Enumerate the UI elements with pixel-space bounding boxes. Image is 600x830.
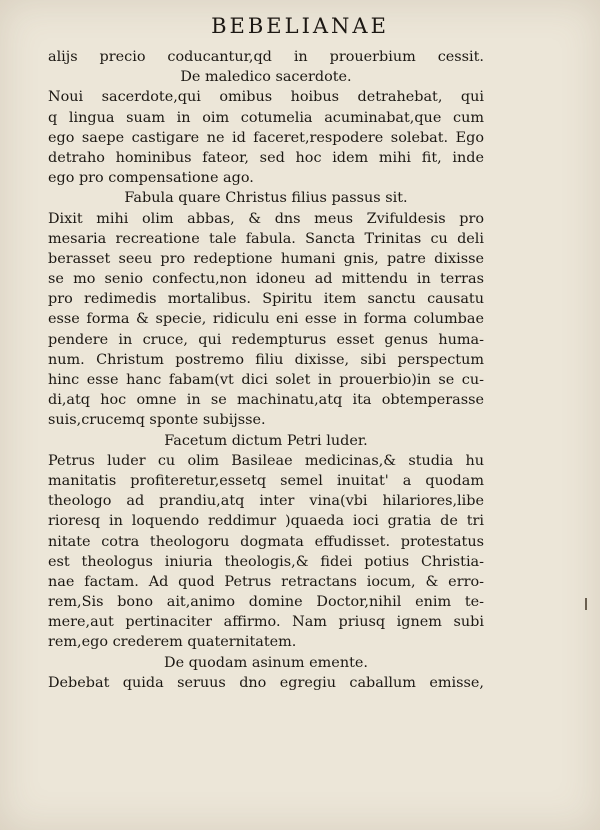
text-line: esse forma & specie, ridiculu eni esse in forma columbae (48, 311, 484, 328)
text-line: manitatis profiteretur,essetq semel inuitat' a quodam (48, 472, 484, 489)
text-line: pendere in cruce, qui redempturus esset genus huma- (48, 331, 484, 348)
text-line: num. Christum postremo filiu dixisse, sibi perspectum (48, 351, 484, 368)
text-line: Debebat quida seruus dno egregiu caballum emisse, (48, 674, 484, 691)
text-line: rem,Sis bono ait,animo domine Doctor,nihil enim te- (48, 594, 484, 611)
text-line: Dixit mihi olim abbas, & dns meus Zvifuldesis pro (48, 210, 484, 227)
section-heading: De quodam asinum emente. (164, 654, 368, 671)
section-heading: Facetum dictum Petri luder. (164, 432, 368, 449)
text-line: Noui sacerdote,qui omibus hoibus detrahebat, qui (48, 89, 484, 106)
text-line: theologo ad prandiu,atq inter vina(vbi hilariores,libe (48, 493, 484, 510)
text-line: detraho hominibus fateor, sed hoc idem mihi fit, inde (48, 149, 484, 166)
text-line: Petrus luder cu olim Basileae medicinas,& studia hu (48, 452, 484, 469)
running-head: BEBELIANAE (211, 14, 389, 38)
text-line: alijs precio coducantur,qd in prouerbium cessit. (48, 49, 484, 65)
text-line: ego pro compensatione ago. (48, 170, 254, 187)
section-heading: De maledico sacerdote. (180, 69, 352, 86)
text-line: ego saepe castigare ne id faceret,respodere solebat. Ego (48, 129, 484, 146)
text-line: nitate cotra theologoru dogmata effudisset. protestatus (48, 533, 484, 550)
text-block (48, 47, 484, 693)
text-line: berasset seeu pro redeptione humani gnis, patre dixisse (48, 250, 484, 267)
text-line: suis,crucemq sponte subijsse. (48, 412, 266, 429)
section-heading: Fabula quare Christus filius passus sit. (124, 190, 408, 207)
text-line: pro redimedis mortalibus. Spiritu item sanctu causatu (48, 291, 484, 308)
text-line: se mo senio confectu,non idoneu ad mittendu in terras (48, 271, 484, 288)
text-line: hinc esse hanc fabam(vt dici solet in prouerbio)in se cu- (48, 372, 484, 388)
text-line: di,atq hoc omne in se machinatu,atq ita obtemperasse (48, 392, 484, 409)
text-line: nae factam. Ad quod Petrus retractans iocum, & erro- (48, 573, 484, 590)
text-line: mesaria recreatione tale fabula. Sancta Trinitas cu deli (48, 230, 484, 247)
text-line: rem,ego crederem quaternitatem. (48, 634, 297, 651)
text-line: est theologus iniuria theologis,& fidei potius Christia- (48, 553, 484, 570)
text-line: q lingua suam in oim cotumelia acuminabat,que cum (48, 109, 484, 126)
text-line: mere,aut pertinaciter affirmo. Nam priusq ignem subi (48, 614, 484, 631)
text-line: rioresq in loquendo reddimur )quaeda ioci gratia de tri (48, 513, 484, 530)
margin-mark (585, 598, 587, 610)
